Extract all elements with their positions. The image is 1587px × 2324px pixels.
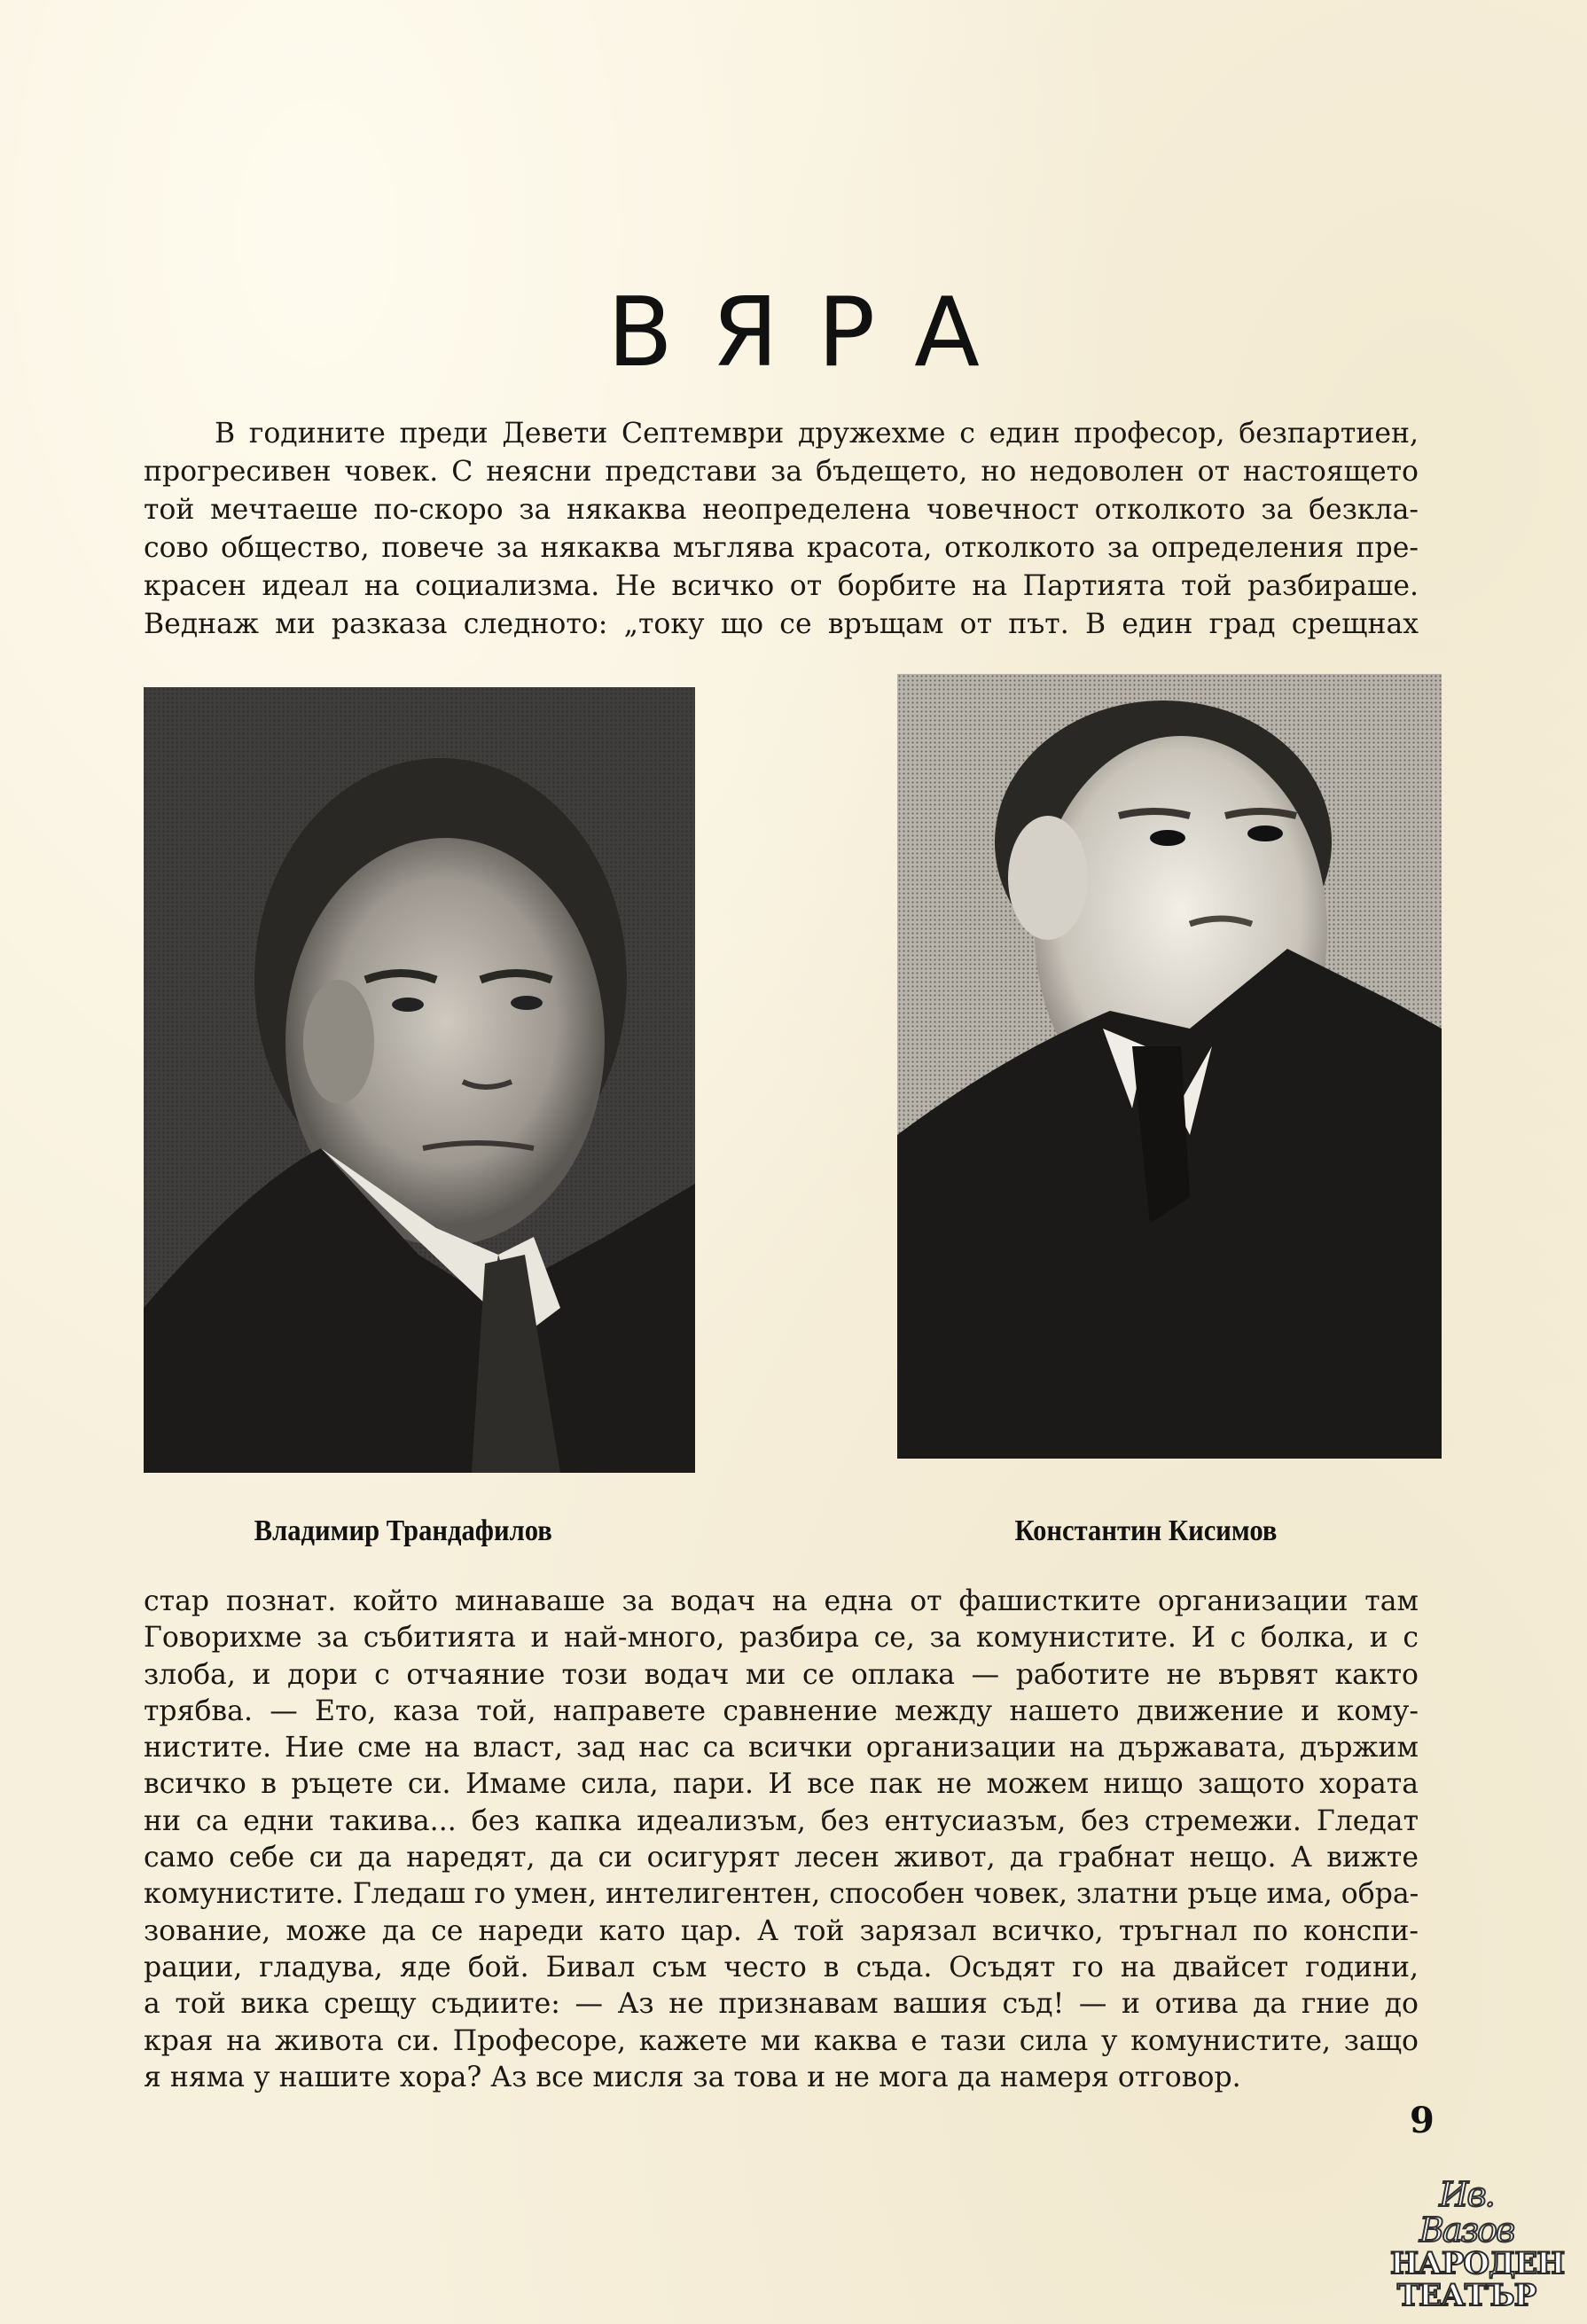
- text-line: стар познат. който минаваше за водач на една от фашистките организации там: [144, 1585, 1419, 1617]
- text-line: рации, гладува, яде бой. Бивал съм често в съда. Осъдят го на двайсет години,: [144, 1951, 1419, 1984]
- article-title: ВЯРА: [606, 278, 1020, 388]
- photo-caption-left: Владимир Трандафилов: [254, 1514, 552, 1547]
- portrait-photo-right: [897, 674, 1442, 1459]
- intro-paragraph: [144, 415, 1419, 644]
- portrait-image: [897, 674, 1442, 1459]
- text-line: Говорихме за събитията и най-много, разбира се, за комунистите. И с болка, и с: [144, 1622, 1419, 1655]
- text-line: я няма у нашите хора? Аз все мисля за това и не мога да намеря отговор.: [144, 2061, 1241, 2093]
- logo-line-1: НАРОДЕН: [1390, 2246, 1565, 2281]
- photo-caption-right: Константин Кисимов: [1014, 1514, 1278, 1547]
- text-line: само себе си да наредят, да си осигурят лесен живот, да грабнат нещо. А вижте: [144, 1842, 1419, 1874]
- text-line: прогресивен човек. С неясни представи за бъдещето, но недоволен от настоящето: [144, 456, 1419, 488]
- text-line: всичко в ръцете си. Имаме сила, пари. И все пак не можем нищо защото хората: [144, 1768, 1419, 1801]
- text-line: той мечтаеше по-скоро за някаква неопределена човечност отколкото за безкла-: [144, 494, 1419, 526]
- portrait-image: [144, 687, 695, 1473]
- page-number: 9: [1410, 2100, 1435, 2141]
- portrait-photo-left: [144, 687, 695, 1473]
- text-line: нистите. Ние сме на власт, зад нас са всички организации на държавата, държим: [144, 1732, 1419, 1765]
- logo-line-2: ТЕАТЪР: [1396, 2278, 1536, 2313]
- text-line: трябва. — Ето, каза той, направете сравнение между нашето движение и кому-: [144, 1694, 1419, 1727]
- text-line: сово общество, повече за някаква мъглява красота, отколкото за определения пре-: [144, 532, 1419, 564]
- text-line: а той вика срещу съдиите: — Аз не признавам вашия съд! — и отива да гние до: [144, 1988, 1419, 2021]
- body-paragraph: [144, 1584, 1419, 2096]
- text-line: В годините преди Девети Септември дружехме с един професор, безпартиен,: [215, 418, 1419, 450]
- text-line: злоба, и дори с отчаяние този водач ми се оплака — работите не вървят както: [144, 1658, 1419, 1691]
- text-line: красен идеал на социализма. Не всичко от борбите на Партията той разбираше.: [144, 570, 1419, 602]
- text-line: края на живота си. Професоре, кажете ми каква е тази сила у комунистите, защо: [144, 2024, 1419, 2057]
- national-theatre-logo: [1390, 2175, 1565, 2313]
- text-line: Веднаж ми разказа следното: „току що се връщам от път. В един град срещнах: [144, 608, 1419, 640]
- text-line: комунистите. Гледаш го умен, интелигентен, способен човек, златни ръце има, обра-: [144, 1878, 1419, 1911]
- logo-signature: Ив. Вазов: [1419, 2175, 1514, 2250]
- text-line: зование, може да се нареди като цар. А той зарязал всичко, тръгнал по конспи-: [144, 1914, 1419, 1947]
- text-line: ни са едни такива... без капка идеализъм, без ентусиазъм, без стремежи. Гледат: [144, 1804, 1419, 1837]
